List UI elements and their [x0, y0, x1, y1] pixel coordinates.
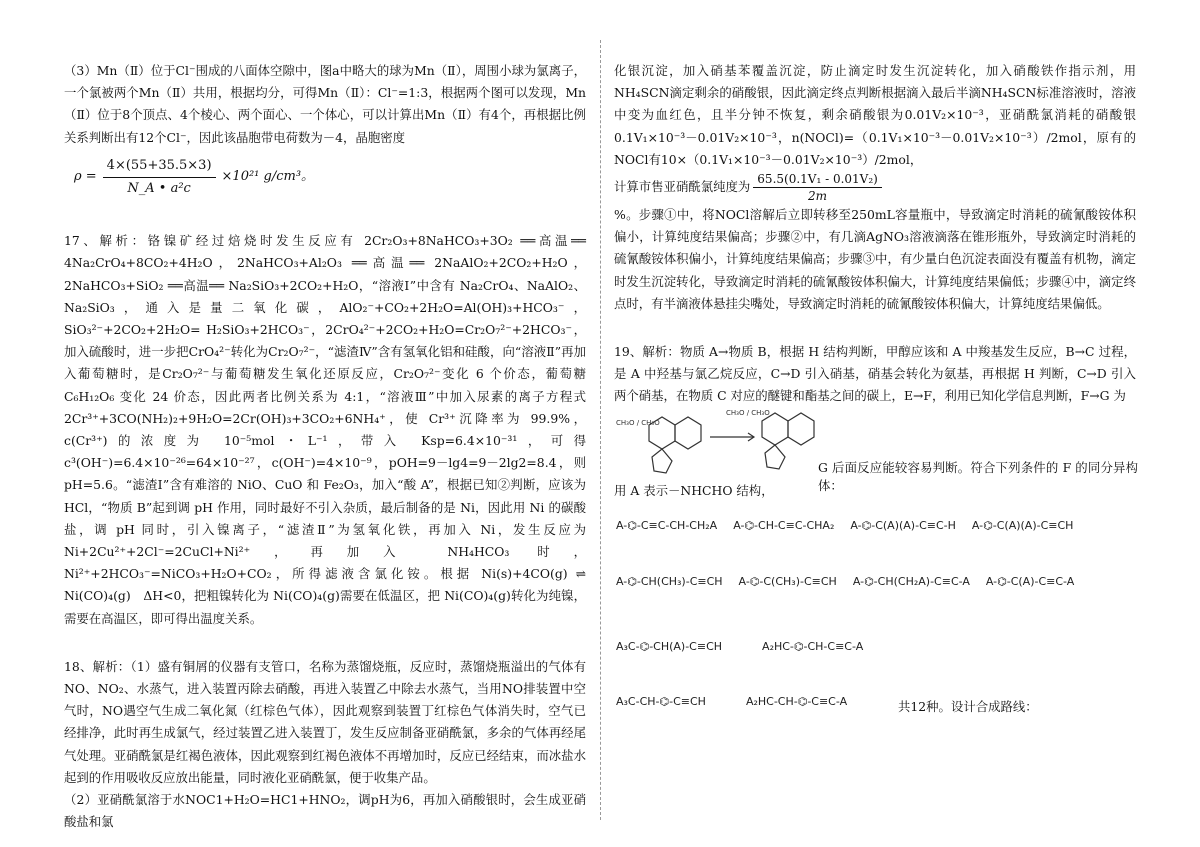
purity-numerator: 65.5(0.1V₁ - 0.01V₂) [753, 171, 882, 188]
q18-paragraph: 18、解析：（1）盛有铜屑的仪器有支管口，名称为蒸馏烧瓶，反应时，蒸馏烧瓶溢出的气体有NO、NO₂、水蒸气，进入装置丙除去硝酸，再进入装置乙中除去水蒸气，当用NO排装置中空气时，NO遇空气生成二氧化氮（红棕色气体），因此观察到装置丁红棕色气体消失时，空气已经排净，此时再生成氯气，经过装置乙进入装置丁，发生反应制备亚硝酰氯，多余的气体再经尾气处理。亚硝酰氯是红褐色液体，因此观察到红褐色液体不再增加时，反应已经结束，而冰盐水起到的作用吸收反应放出能量，同时液化亚硝酰氯，便于收集产品。 [64, 658, 586, 785]
isomer-structure: A-⌬-C(A)(A)-C≡C-H [850, 519, 956, 532]
isomer-row-2 [616, 575, 1074, 588]
isomer-structure: A-⌬-C(CH₃)-C≡CH [738, 575, 837, 588]
isomer-row-4 [616, 695, 847, 708]
purity-fraction [753, 171, 882, 204]
isomer-structure: A₂HC-CH-⌬-C≡C-A [745, 695, 848, 708]
reaction-scheme-drawing [614, 395, 824, 485]
isomer-row-3 [616, 640, 863, 653]
scheme-right-label: CH₃O / CH₃O [726, 409, 770, 417]
density-lhs: ρ = [74, 169, 97, 185]
q19-end: 共12种。设计合成路线： [898, 699, 1038, 714]
q16-part3-paragraph: （3）Mn（Ⅱ）位于Cl⁻围成的八面体空隙中，图a中略大的球为Mn（Ⅱ），周围小球为氯离子，一个氯被两个Mn（Ⅱ）共用，根据均分，可得Mn（Ⅱ）：Cl⁻=1:3，根据两个图可以发现，Mn（Ⅱ）位于8个顶点、4个棱心、两个面心、一个体心，可以计算出Mn（Ⅱ）有4个，再根据比例关系判断出有12个Cl⁻，因此该晶胞带电荷数为－4，晶胞密度 [64, 63, 586, 145]
q18-continued-paragraph: 化银沉淀，加入硝基苯覆盖沉淀，防止滴定时发生沉淀转化，加入硝酸铁作指示剂，用NH₄SCN滴定剩余的硝酸银，因此滴定终点判断根据滴入最后半滴NH₄SCN标准溶液时，溶液中变为血红色，且半分钟不恢复，剩余硝酸银为0.01V₂×10⁻³，亚硝酰氯消耗的硝酸银0.1V₁×10⁻³－0.01V₂×10⁻³，n(NOCl)=（0.1V₁×10⁻³－0.01V₂×10⁻³）/2mol，原有的NOCl有10×（0.1V₁×10⁻³－0.01V₂×10⁻³）/2mol， [614, 63, 1136, 167]
isomer-structure: A₃C-CH-⌬-C≡CH [616, 695, 706, 708]
q18-part2-paragraph: （2）亚硝酰氯溶于水NOC1+H₂O=HC1+HNO₂，调pH为6，再加入硝酸银时，会生成亚硝酸盐和氯 [64, 792, 586, 830]
isomer-structure: A-⌬-C≡C-CH-CH₂A [616, 519, 718, 532]
isomer-structures [610, 505, 1090, 720]
isomer-structure: A-⌬-CH(CH₃)-C≡CH [616, 575, 723, 588]
reaction-scheme [614, 395, 824, 485]
purity-prefix: 计算市售亚硝酰氯纯度为 [614, 179, 751, 195]
density-tail: ×10²¹ g/cm³。 [221, 169, 315, 185]
q17-paragraph: 17、解析：铬镍矿经过焙烧时发生反应有 2Cr₂O₃+8NaHCO₃+3O₂ ══高温══ 4Na₂CrO₄+8CO₂+4H₂O，2NaHCO₃+Al₂O₃ ══高温══ 2NaAlO₂+2CO₂+H₂O，2NaHCO₃+SiO₂ ══高温══ Na₂SiO₃+2CO₂+H₂O，“溶液Ⅰ”中含有 Na₂CrO₄、NaAlO₂、Na₂SiO₃，通入是量二氧化碳，AlO₂⁻+CO₂+2H₂O=Al(OH)₃+HCO₃⁻，SiO₃²⁻+2CO₂+2H₂O= H₂SiO₃+2HCO₃⁻，2CrO₄²⁻+2CO₂+H₂O=Cr₂O₇²⁻+2HCO₃⁻，加入硫酸时，进一步把CrO₄²⁻转化为Cr₂O₇²⁻，“滤渣Ⅳ”含有氢氧化铝和硅酸，向“溶液Ⅱ”再加入葡萄糖时，是Cr₂O₇²⁻与葡萄糖发生氧化还原反应，Cr₂O₇²⁻变化 6 个价态，葡萄糖 C₆H₁₂O₆ 变化 24 价态，因此两者比例关系为 4:1，“溶液Ⅲ”中加入尿素的离子方程式 2Cr³⁺+3CO(NH₂)₂+9H₂O=2Cr(OH)₃+3CO₂+6NH₄⁺，使 Cr³⁺沉降率为 99.9%，c(Cr³⁺)的浓度为 10⁻⁵mol・L⁻¹，带入 Ksp=6.4×10⁻³¹，可得 c³(OH⁻)=6.4×10⁻²⁶=64×10⁻²⁷，c(OH⁻)=4×10⁻⁹，pOH=9－lg4=9－2lg2=8.4，则 pH=5.6。“滤渣Ⅰ”含有难溶的 NiO、CuO 和 Fe₂O₃，加入“酸 A”，根据已知②判断，应该为 HCl，“物质 B”起到调 pH 作用，同时最好不引入杂质，最后制备的是 Ni，因此用 Ni 的碳酸盐，调 pH 同时，引入镍离子，“滤渣Ⅱ”为氢氧化铁，再加入 Ni，发生反应为 Ni+2Cu²⁺+2Cl⁻=2CuCl+Ni²⁺，再加入 NH₄HCO₃ 时，Ni²⁺+2HCO₃⁻=NiCO₃+H₂O+CO₂，所得滤液含氯化铵。根据 Ni(s)+4CO(g) ⇌ Ni(CO)₄(g) ΔH<0，把粗镍转化为 Ni(CO)₄(g)需要在低温区，把 Ni(CO)₄(g)转化为纯镍，需要在高温区，即可得出温度关系。 [64, 233, 586, 626]
q19-after-scheme: G 后面反应能较容易判断。符合下列条件的 F 的同分异构体： [818, 460, 1138, 493]
q19-define-A: 用 A 表示－NHCHO 结构， [614, 483, 774, 498]
isomer-structure: A₃C-⌬-CH(A)-C≡CH [616, 640, 723, 653]
column-divider [600, 40, 601, 820]
right-column [614, 60, 1136, 408]
density-formula [74, 155, 586, 200]
purity-denominator: 2m [808, 189, 828, 204]
purity-line [614, 171, 1136, 204]
isomer-structure: A-⌬-CH-C≡C-CHA₂ [733, 519, 835, 532]
density-fraction [103, 155, 216, 200]
left-column [64, 60, 586, 834]
purity-analysis: %。步骤①中，将NOCl溶解后立即转移至250mL容量瓶中，导致滴定时消耗的硫氰酸铵体积偏小，计算纯度结果偏高；步骤②中，有几滴AgNO₃溶液滴落在锥形瓶外，导致滴定时消耗的硫氰酸铵体积偏小，计算纯度结果偏高；步骤③中，有少量白色沉淀表面没有覆盖有机物，滴定时发生沉淀转化，导致滴定时消耗的硫氰酸铵体积偏大，计算纯度结果偏低；步骤④中，滴定终点时，有半滴液体悬挂尖嘴处，导致滴定时消耗的硫氰酸铵体积偏大，计算纯度结果偏低。 [614, 207, 1136, 311]
q19-paragraph: 19、解析：物质 A→物质 B，根据 H 结构判断，甲醇应该和 A 中羧基发生反应，B→C 过程，是 A 中羟基与氯乙烷反应，C→D 引入硝基，硝基会转化为氨基，再根据 H 判断，C→D 引入两个硝基，在物质 C 对应的醚键和酯基之间的碳上，E→F，利用已知化学信息判断，F→G 为 [614, 344, 1136, 404]
isomer-structure: A-⌬-C(A)(A)-C≡CH [971, 519, 1074, 532]
isomer-structure: A-⌬-CH(CH₂A)-C≡C-A [852, 575, 970, 588]
isomer-row-1 [616, 519, 1073, 532]
scheme-left-label: CH₃O / CH₃O [616, 419, 660, 427]
isomer-structure: A₂HC-⌬-CH-C≡C-A [762, 640, 864, 653]
isomer-structure: A-⌬-C(A)-C≡C-A [985, 575, 1075, 588]
density-denominator: N_A • a²c [127, 181, 191, 197]
density-numerator: 4×(55+35.5×3) [103, 155, 216, 178]
